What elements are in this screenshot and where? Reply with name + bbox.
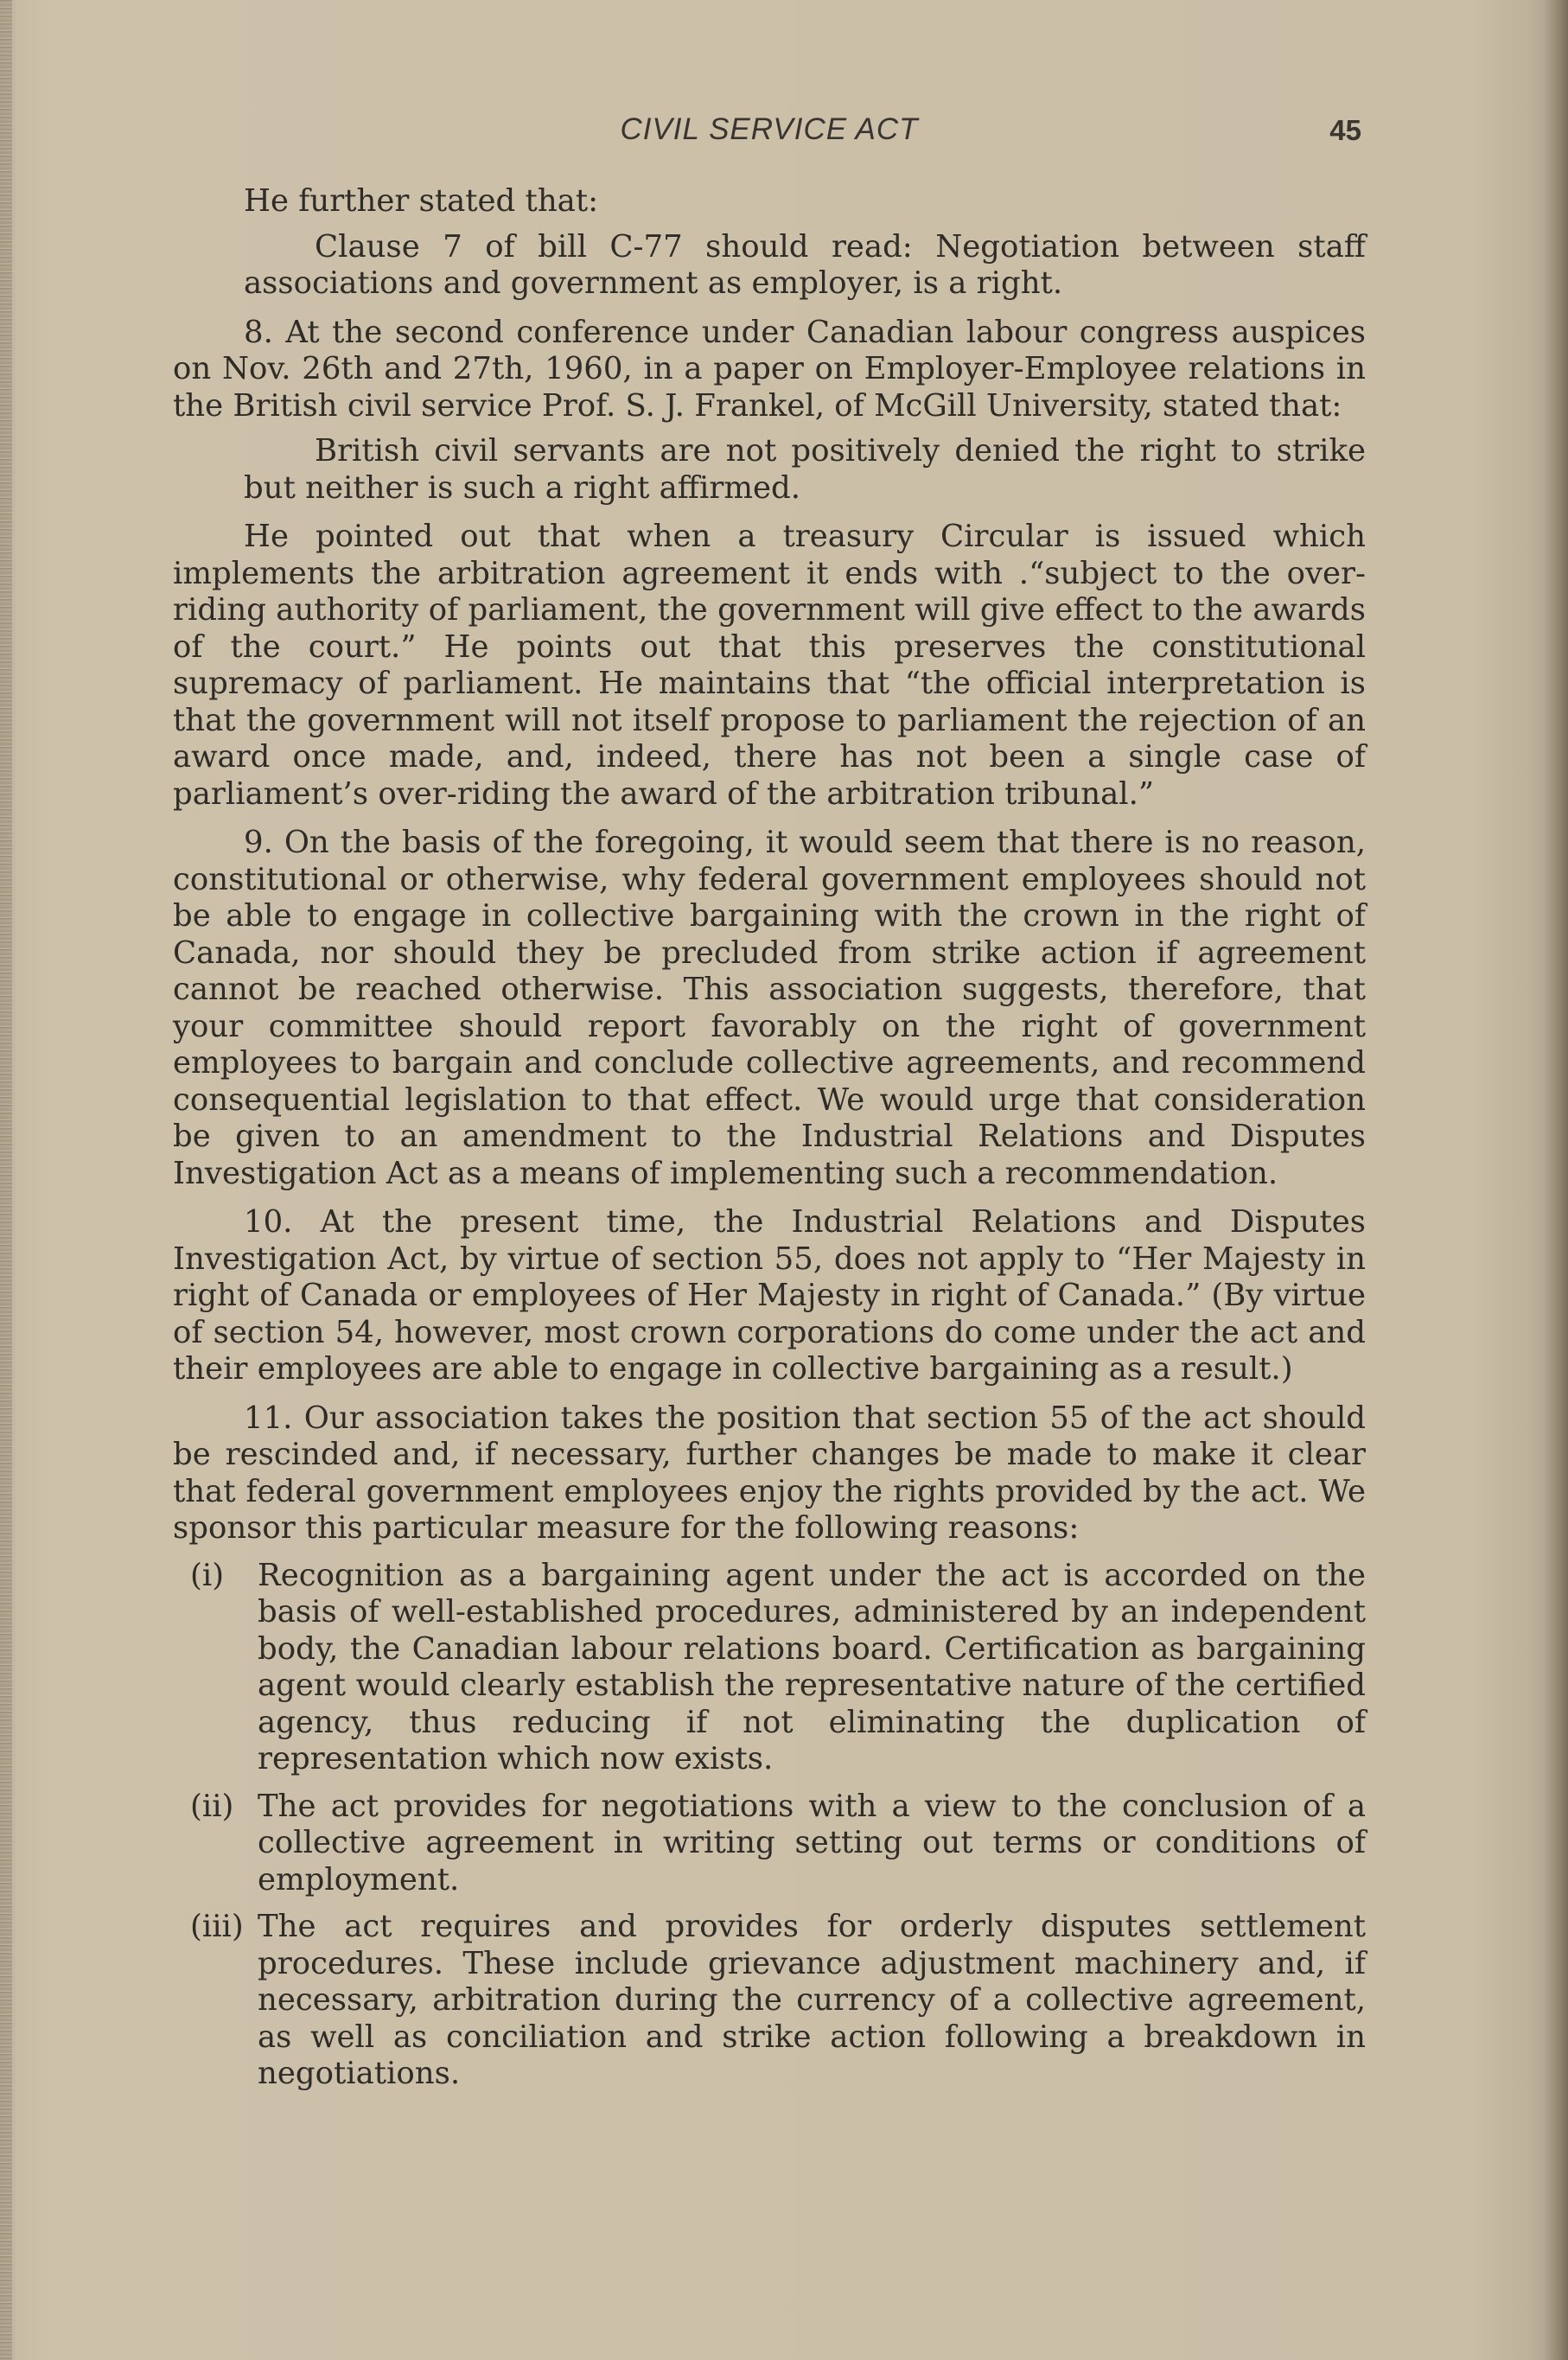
page-header bbox=[173, 112, 1366, 156]
page-right-edge bbox=[1544, 0, 1568, 2360]
paragraph-further-stated: He further stated that: bbox=[244, 183, 599, 219]
paragraph-treasury-circular: He pointed out that when a treasury Circular is issued which implements the arbitration agreement it ends with .“subject to the over-riding authority of parliament, the government will give effect to the awards of the court.” He points out that this preserves the constitutional supremacy of parliament. He maintains that “the official interpretation is that the government will not itself propose to parliament the rejection of an award once made, and, indeed, there has not been a single case of parliament’s over-riding the award of the arbitration tribunal.” bbox=[173, 519, 1366, 812]
list-item bbox=[173, 1558, 1366, 1778]
paragraph-10: 10. At the present time, the Industrial Relations and Disputes Investigation Act, by virtue of section 55, does not apply to “Her Majesty in right of Canada or employees of Her Majesty in right of Canada.” (By virtue of section 54, however, most crown corporations do come under the act and their employees are able to engage in collective bargaining as a result.) bbox=[173, 1204, 1366, 1387]
running-title: CIVIL SERVICE ACT bbox=[620, 112, 919, 146]
paragraph-11: 11. Our association takes the position that section 55 of the act should be rescinded and, if necessary, further changes be made to make it clear that federal government employees enjoy the rights provided by the act. We sponsor this particular measure for the following reasons: bbox=[173, 1400, 1366, 1546]
list-item bbox=[173, 1909, 1366, 2093]
body-text bbox=[173, 183, 1366, 2093]
list-item-text: Recognition as a bargaining agent under the act is accorded on the basis of well-established procedures, administered by an independent body, the Canadian labour relations board. Certification as bargaining agent would clearly establish the representative nature of the certified agency, thus reducing if not eliminating the duplication of representation which now exists. bbox=[258, 1557, 1366, 1776]
paragraph-9: 9. On the basis of the foregoing, it would seem that there is no reason, constitutional or otherwise, why federal government employees should not be able to engage in collective bargaining with the crown in the right of Canada, nor should they be precluded from strike action if agreement cannot be reached otherwise. This association suggests, therefore, that your committee should report favorably on the right of government employees to bargain and conclude collective agreements, and recommend consequential legislation to that effect. We would urge that consideration be given to an amendment to the Industrial Relations and Disputes Investigation Act as a means of implementing such a recommendation. bbox=[173, 825, 1366, 1191]
list-item-text: The act requires and provides for orderly disputes settlement procedures. These include grievance adjustment machinery and, if necessary, arbitration during the currency of a collective agreement, as well as conciliation and strike action following a breakdown in negotiations. bbox=[258, 1909, 1366, 2091]
page-binding-edge bbox=[0, 0, 12, 2360]
paragraph-8: 8. At the second conference under Canadian labour congress auspices on Nov. 26th and 27th, 1960, in a paper on Employer-Employee relations in the British civil service Prof. S. J. Frankel, of McGill University, stated that: bbox=[173, 314, 1366, 424]
page-number: 45 bbox=[1329, 114, 1361, 146]
list-marker: (ii) bbox=[190, 1788, 234, 1824]
list-marker: (iii) bbox=[190, 1909, 244, 1944]
quote-british-civil-servants: British civil servants are not positively denied the right to strike but neither is such a right affirmed. bbox=[244, 433, 1366, 506]
list-marker: (i) bbox=[190, 1557, 225, 1593]
list-item-text: The act provides for negotiations with a view to the conclusion of a collective agreement in writing setting out terms or conditions of employment. bbox=[258, 1788, 1366, 1898]
quote-clause-7: Clause 7 of bill C-77 should read: Negotiation between staff associations and government as employer, is a right. bbox=[244, 228, 1366, 301]
list-item bbox=[173, 1789, 1366, 1899]
